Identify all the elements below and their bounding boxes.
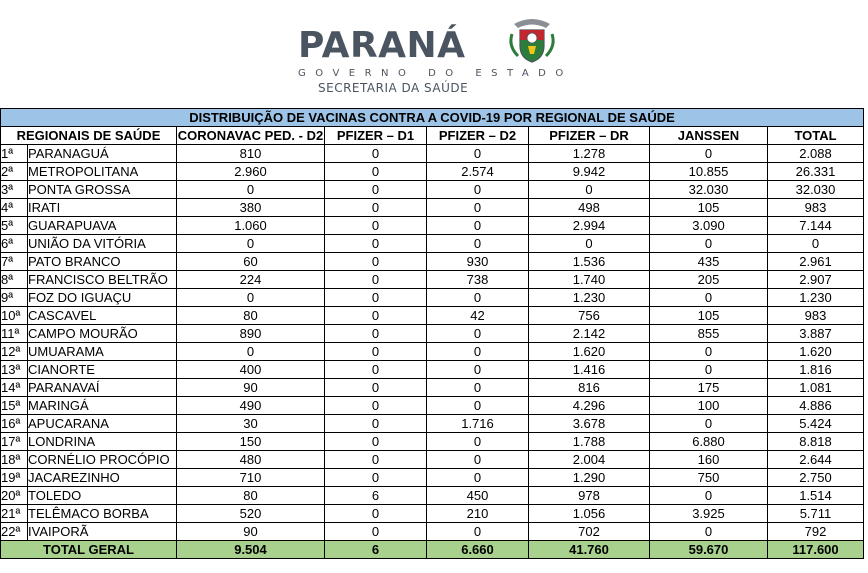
total-cell: 32.030 <box>768 181 864 199</box>
pfizer-d2-cell: 0 <box>427 523 529 541</box>
janssen-cell: 3.090 <box>650 217 768 235</box>
pfizer-d1-cell: 0 <box>325 145 427 163</box>
pfizer-d2-cell: 0 <box>427 217 529 235</box>
pfizer-d2-cell: 1.716 <box>427 415 529 433</box>
table-row <box>1 433 864 451</box>
table-row <box>1 199 864 217</box>
column-header-janssen: JANSSEN <box>650 127 768 145</box>
janssen-cell: 0 <box>650 343 768 361</box>
janssen-cell: 10.855 <box>650 163 768 181</box>
total-cell: 5.424 <box>768 415 864 433</box>
pfizer-d1-cell: 0 <box>325 397 427 415</box>
coronavac-cell: 490 <box>177 397 325 415</box>
coronavac-cell: 2.960 <box>177 163 325 181</box>
table-title: DISTRIBUIÇÃO DE VACINAS CONTRA A COVID-19 POR REGIONAL DE SAÚDE <box>1 109 864 127</box>
pfizer-d2-cell: 2.574 <box>427 163 529 181</box>
vaccine-distribution-table <box>0 108 864 559</box>
pfizer-d1-cell: 0 <box>325 523 427 541</box>
pfizer-d1-cell: 0 <box>325 199 427 217</box>
regional-name: TOLEDO <box>28 487 177 505</box>
pfizer-dr-cell: 1.740 <box>529 271 650 289</box>
janssen-cell: 855 <box>650 325 768 343</box>
table-row <box>1 343 864 361</box>
janssen-cell: 100 <box>650 397 768 415</box>
pfizer-d1-cell: 0 <box>325 379 427 397</box>
pfizer-d2-cell: 0 <box>427 235 529 253</box>
total-cell: 2.750 <box>768 469 864 487</box>
pfizer-dr-cell: 1.290 <box>529 469 650 487</box>
table-row <box>1 307 864 325</box>
coronavac-cell: 1.060 <box>177 217 325 235</box>
janssen-cell: 160 <box>650 451 768 469</box>
regional-name: IVAIPORÃ <box>28 523 177 541</box>
coronavac-cell: 0 <box>177 181 325 199</box>
pfizer-d2-cell: 0 <box>427 325 529 343</box>
table-row <box>1 487 864 505</box>
column-header-regional: REGIONAIS DE SAÚDE <box>1 127 177 145</box>
pfizer-dr-cell: 3.678 <box>529 415 650 433</box>
regional-name: UNIÃO DA VITÓRIA <box>28 235 177 253</box>
column-header-pfizer-dr: PFIZER – DR <box>529 127 650 145</box>
column-header-total: TOTAL <box>768 127 864 145</box>
pfizer-d1-cell: 0 <box>325 469 427 487</box>
pfizer-dr-cell: 4.296 <box>529 397 650 415</box>
pfizer-d1-cell: 0 <box>325 181 427 199</box>
regional-ordinal: 4ª <box>1 199 28 217</box>
table-row <box>1 451 864 469</box>
coronavac-cell: 890 <box>177 325 325 343</box>
pfizer-d1-cell: 0 <box>325 361 427 379</box>
state-logo-name: PARANÁ <box>298 25 466 66</box>
total-cell: 4.886 <box>768 397 864 415</box>
pfizer-dr-cell: 978 <box>529 487 650 505</box>
regional-name: PATO BRANCO <box>28 253 177 271</box>
coronavac-cell: 0 <box>177 235 325 253</box>
coronavac-cell: 90 <box>177 379 325 397</box>
total-total-cell: 117.600 <box>768 541 864 559</box>
total-cell: 7.144 <box>768 217 864 235</box>
pfizer-d1-cell: 0 <box>325 451 427 469</box>
pfizer-d2-cell: 0 <box>427 181 529 199</box>
regional-name: CASCAVEL <box>28 307 177 325</box>
janssen-cell: 105 <box>650 307 768 325</box>
regional-ordinal: 17ª <box>1 433 28 451</box>
table-row <box>1 469 864 487</box>
coronavac-cell: 810 <box>177 145 325 163</box>
coat-of-arms-icon <box>506 16 558 64</box>
regional-ordinal: 1ª <box>1 145 28 163</box>
total-coronavac-cell: 9.504 <box>177 541 325 559</box>
pfizer-d1-cell: 0 <box>325 415 427 433</box>
total-cell: 2.088 <box>768 145 864 163</box>
table-title-row <box>1 109 864 127</box>
janssen-cell: 0 <box>650 235 768 253</box>
coronavac-cell: 0 <box>177 289 325 307</box>
regional-ordinal: 18ª <box>1 451 28 469</box>
table-row <box>1 505 864 523</box>
total-cell: 1.816 <box>768 361 864 379</box>
table-row <box>1 217 864 235</box>
pfizer-d2-cell: 210 <box>427 505 529 523</box>
regional-name: FOZ DO IGUAÇU <box>28 289 177 307</box>
table-header-row <box>1 127 864 145</box>
pfizer-dr-cell: 1.788 <box>529 433 650 451</box>
pfizer-dr-cell: 0 <box>529 181 650 199</box>
total-janssen-cell: 59.670 <box>650 541 768 559</box>
janssen-cell: 0 <box>650 289 768 307</box>
pfizer-d1-cell: 0 <box>325 433 427 451</box>
pfizer-d1-cell: 0 <box>325 307 427 325</box>
pfizer-d2-cell: 0 <box>427 145 529 163</box>
pfizer-dr-cell: 2.142 <box>529 325 650 343</box>
regional-ordinal: 2ª <box>1 163 28 181</box>
pfizer-d1-cell: 6 <box>325 487 427 505</box>
pfizer-dr-cell: 1.278 <box>529 145 650 163</box>
pfizer-dr-cell: 816 <box>529 379 650 397</box>
pfizer-d1-cell: 0 <box>325 235 427 253</box>
total-cell: 2.907 <box>768 271 864 289</box>
coronavac-cell: 150 <box>177 433 325 451</box>
pfizer-d2-cell: 0 <box>427 343 529 361</box>
coronavac-cell: 710 <box>177 469 325 487</box>
regional-ordinal: 3ª <box>1 181 28 199</box>
regional-ordinal: 7ª <box>1 253 28 271</box>
janssen-cell: 0 <box>650 361 768 379</box>
coronavac-cell: 30 <box>177 415 325 433</box>
pfizer-d1-cell: 0 <box>325 217 427 235</box>
total-cell: 1.620 <box>768 343 864 361</box>
table-row <box>1 235 864 253</box>
pfizer-dr-cell: 1.056 <box>529 505 650 523</box>
table-row <box>1 181 864 199</box>
pfizer-d1-cell: 0 <box>325 271 427 289</box>
column-header-coronavac: CORONAVAC PED. - D2 <box>177 127 324 143</box>
janssen-cell: 6.880 <box>650 433 768 451</box>
total-cell: 2.644 <box>768 451 864 469</box>
total-cell: 1.230 <box>768 289 864 307</box>
regional-name: LONDRINA <box>28 433 177 451</box>
regional-name: METROPOLITANA <box>28 163 177 181</box>
coronavac-cell: 480 <box>177 451 325 469</box>
header <box>0 0 868 106</box>
table-row <box>1 163 864 181</box>
regional-name: MARINGÁ <box>28 397 177 415</box>
coronavac-cell: 224 <box>177 271 325 289</box>
janssen-cell: 32.030 <box>650 181 768 199</box>
regional-name: PARANAGUÁ <box>28 145 177 163</box>
table-row <box>1 361 864 379</box>
regional-name: CORNÉLIO PROCÓPIO <box>28 451 177 469</box>
total-cell: 1.081 <box>768 379 864 397</box>
regional-name: TELÊMACO BORBA <box>28 505 177 523</box>
total-cell: 3.887 <box>768 325 864 343</box>
regional-ordinal: 20ª <box>1 487 28 505</box>
regional-name: FRANCISCO BELTRÃO <box>28 271 177 289</box>
pfizer-d2-cell: 0 <box>427 451 529 469</box>
coronavac-cell: 380 <box>177 199 325 217</box>
regional-ordinal: 16ª <box>1 415 28 433</box>
pfizer-d2-cell: 0 <box>427 469 529 487</box>
coronavac-cell: 0 <box>177 343 325 361</box>
pfizer-d1-cell: 0 <box>325 253 427 271</box>
total-row <box>1 541 864 559</box>
total-pfizer-dr-cell: 41.760 <box>529 541 650 559</box>
janssen-cell: 175 <box>650 379 768 397</box>
regional-ordinal: 13ª <box>1 361 28 379</box>
regional-ordinal: 8ª <box>1 271 28 289</box>
regional-ordinal: 14ª <box>1 379 28 397</box>
janssen-cell: 0 <box>650 415 768 433</box>
pfizer-d2-cell: 0 <box>427 199 529 217</box>
table-row <box>1 145 864 163</box>
janssen-cell: 3.925 <box>650 505 768 523</box>
pfizer-d2-cell: 0 <box>427 361 529 379</box>
total-pfizer-d1-cell: 6 <box>325 541 427 559</box>
pfizer-d2-cell: 930 <box>427 253 529 271</box>
coronavac-cell: 90 <box>177 523 325 541</box>
regional-name: IRATI <box>28 199 177 217</box>
pfizer-d2-cell: 738 <box>427 271 529 289</box>
janssen-cell: 0 <box>650 523 768 541</box>
total-cell: 983 <box>768 199 864 217</box>
pfizer-d1-cell: 0 <box>325 289 427 307</box>
regional-name: PARANAVAÍ <box>28 379 177 397</box>
column-header-pfizer-d2: PFIZER – D2 <box>427 127 529 145</box>
total-label: TOTAL GERAL <box>1 541 177 559</box>
table-row <box>1 253 864 271</box>
coronavac-cell: 60 <box>177 253 325 271</box>
pfizer-d2-cell: 0 <box>427 379 529 397</box>
pfizer-dr-cell: 2.994 <box>529 217 650 235</box>
total-cell: 2.961 <box>768 253 864 271</box>
pfizer-dr-cell: 756 <box>529 307 650 325</box>
table-row <box>1 289 864 307</box>
table-row <box>1 379 864 397</box>
pfizer-d2-cell: 42 <box>427 307 529 325</box>
pfizer-d2-cell: 0 <box>427 397 529 415</box>
janssen-cell: 205 <box>650 271 768 289</box>
pfizer-dr-cell: 9.942 <box>529 163 650 181</box>
pfizer-d2-cell: 450 <box>427 487 529 505</box>
pfizer-dr-cell: 0 <box>529 235 650 253</box>
regional-ordinal: 5ª <box>1 217 28 235</box>
regional-ordinal: 6ª <box>1 235 28 253</box>
total-cell: 26.331 <box>768 163 864 181</box>
total-cell: 8.818 <box>768 433 864 451</box>
regional-ordinal: 22ª <box>1 523 28 541</box>
janssen-cell: 0 <box>650 487 768 505</box>
coronavac-cell: 400 <box>177 361 325 379</box>
regional-ordinal: 12ª <box>1 343 28 361</box>
column-header-pfizer-d1: PFIZER – D1 <box>325 127 427 145</box>
regional-name: GUARAPUAVA <box>28 217 177 235</box>
regional-ordinal: 19ª <box>1 469 28 487</box>
regional-name: JACAREZINHO <box>28 469 177 487</box>
total-cell: 792 <box>768 523 864 541</box>
pfizer-dr-cell: 1.620 <box>529 343 650 361</box>
regional-ordinal: 10ª <box>1 307 28 325</box>
state-logo-government: GOVERNO DO ESTADO <box>298 68 573 79</box>
total-pfizer-d2-cell: 6.660 <box>427 541 529 559</box>
total-cell: 5.711 <box>768 505 864 523</box>
pfizer-d1-cell: 0 <box>325 325 427 343</box>
regional-ordinal: 21ª <box>1 505 28 523</box>
table-row <box>1 415 864 433</box>
coronavac-cell: 80 <box>177 487 325 505</box>
pfizer-d1-cell: 0 <box>325 505 427 523</box>
secretariat-name: SECRETARIA DA SAÚDE <box>318 81 469 95</box>
total-cell: 1.514 <box>768 487 864 505</box>
pfizer-dr-cell: 1.536 <box>529 253 650 271</box>
table-row <box>1 523 864 541</box>
regional-name: UMUARAMA <box>28 343 177 361</box>
table-row <box>1 325 864 343</box>
regional-name: APUCARANA <box>28 415 177 433</box>
regional-name: PONTA GROSSA <box>28 181 177 199</box>
total-cell: 0 <box>768 235 864 253</box>
coronavac-cell: 80 <box>177 307 325 325</box>
pfizer-dr-cell: 498 <box>529 199 650 217</box>
janssen-cell: 435 <box>650 253 768 271</box>
janssen-cell: 105 <box>650 199 768 217</box>
pfizer-d1-cell: 0 <box>325 343 427 361</box>
janssen-cell: 0 <box>650 145 768 163</box>
pfizer-dr-cell: 2.004 <box>529 451 650 469</box>
pfizer-dr-cell: 1.230 <box>529 289 650 307</box>
pfizer-dr-cell: 702 <box>529 523 650 541</box>
coronavac-cell: 520 <box>177 505 325 523</box>
regional-ordinal: 15ª <box>1 397 28 415</box>
table-row <box>1 397 864 415</box>
pfizer-dr-cell: 1.416 <box>529 361 650 379</box>
janssen-cell: 750 <box>650 469 768 487</box>
regional-name: CIANORTE <box>28 361 177 379</box>
pfizer-d1-cell: 0 <box>325 163 427 181</box>
regional-ordinal: 9ª <box>1 289 28 307</box>
regional-name: CAMPO MOURÃO <box>28 325 177 343</box>
regional-ordinal: 11ª <box>1 325 28 343</box>
pfizer-d2-cell: 0 <box>427 289 529 307</box>
pfizer-d2-cell: 0 <box>427 433 529 451</box>
table-row <box>1 271 864 289</box>
total-cell: 983 <box>768 307 864 325</box>
